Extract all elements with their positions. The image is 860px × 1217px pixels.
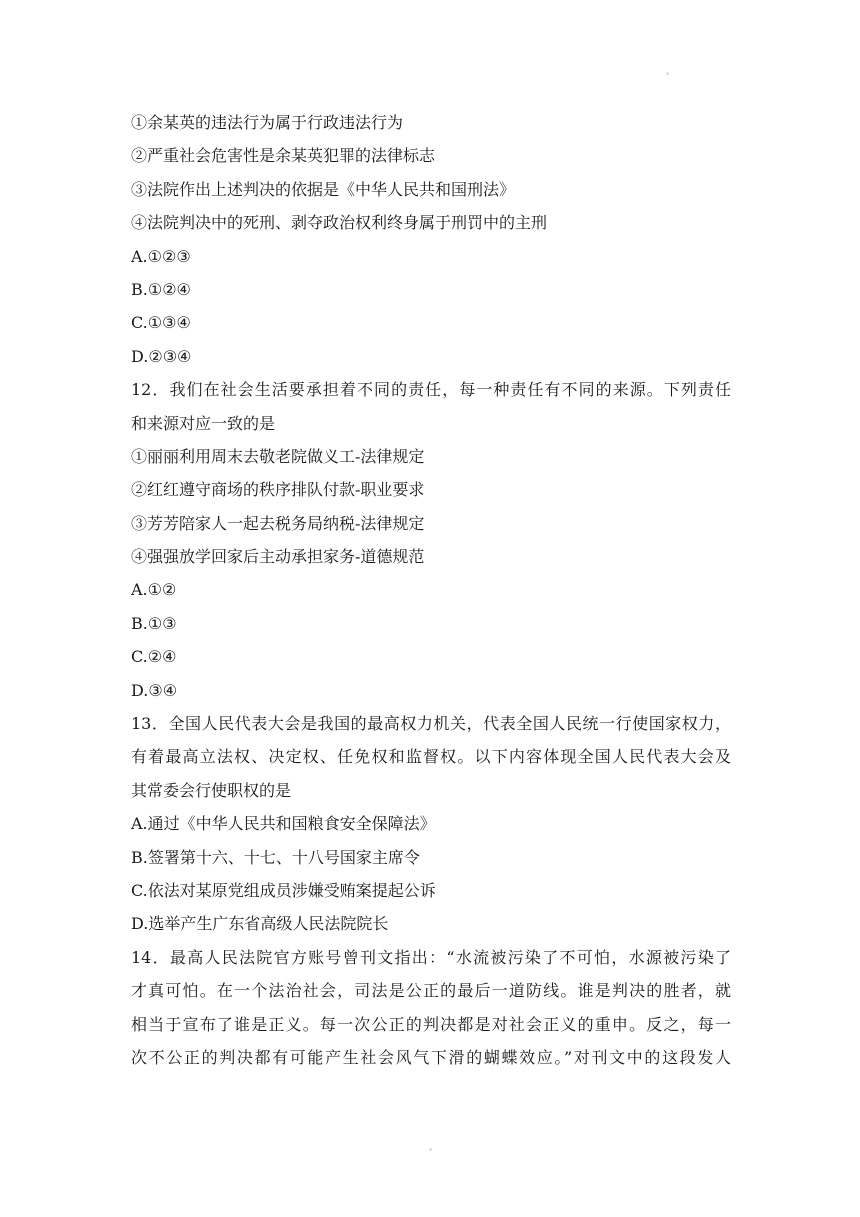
statement-line: ④强强放学回家后主动承担家务-道德规范 — [131, 547, 425, 567]
question-stem: 和来源对应一致的是 — [131, 413, 276, 433]
question-stem: 12．我们在社会生活要承担着不同的责任，每一种责任有不同的来源。下列责任 — [131, 380, 731, 400]
option-c: C.②④ — [131, 647, 177, 667]
statement-line: ②红红遵守商场的秩序排队付款-职业要求 — [131, 480, 425, 500]
page-mark — [666, 72, 669, 75]
statement-line: ①丽丽利用周末去敬老院做义工-法律规定 — [131, 446, 425, 466]
question-stem: 13．全国人民代表大会是我国的最高权力机关，代表全国人民统一行使国家权力， — [131, 714, 731, 734]
statement-line: ④法院判决中的死刑、剥夺政治权利终身属于刑罚中的主刑 — [131, 213, 548, 233]
question-stem: 次不公正的判决都有可能产生社会风气下滑的蝴蝶效应。”对刊文中的这段发人 — [131, 1047, 731, 1067]
option-b: B.①③ — [131, 613, 177, 633]
option-b: B.签署第十六、十七、十八号国家主席令 — [131, 847, 420, 867]
option-d: D.③④ — [131, 680, 178, 700]
question-content — [131, 106, 731, 1074]
statement-line: ①余某英的违法行为属于行政违法行为 — [131, 113, 404, 132]
option-a: A.通过《中华人民共和国粮食安全保障法》 — [131, 814, 436, 834]
question-stem: 才真可怕。在一个法治社会，司法是公正的最后一道防线。谁是判决的胜者，就 — [131, 981, 731, 1001]
option-c: C.依法对某原党组成员涉嫌受贿案提起公诉 — [131, 880, 436, 900]
question-stem: 其常委会行使职权的是 — [131, 780, 292, 800]
statement-line: ③法院作出上述判决的依据是《中华人民共和国刑法》 — [131, 179, 516, 199]
option-a: A.①②③ — [131, 246, 191, 266]
option-b: B.①②④ — [131, 279, 191, 299]
statement-line: ②严重社会危害性是余某英犯罪的法律标志 — [131, 146, 436, 166]
question-stem: 有着最高立法权、决定权、任免权和监督权。以下内容体现全国人民代表大会及 — [131, 747, 731, 767]
statement-line: ③芳芳陪家人一起去税务局纳税-法律规定 — [131, 513, 425, 533]
question-stem: 14．最高人民法院官方账号曾刊文指出：“水流被污染了不可怕，水源被污染了 — [131, 947, 731, 967]
question-stem: 相当于宣布了谁是正义。每一次公正的判决都是对社会正义的重申。反之，每一 — [131, 1014, 731, 1034]
option-a: A.①② — [131, 580, 177, 600]
option-c: C.①③④ — [131, 313, 191, 333]
option-d: D.选举产生广东省高级人民法院院长 — [131, 914, 389, 934]
page-mark — [429, 1148, 432, 1151]
option-d: D.②③④ — [131, 346, 192, 366]
